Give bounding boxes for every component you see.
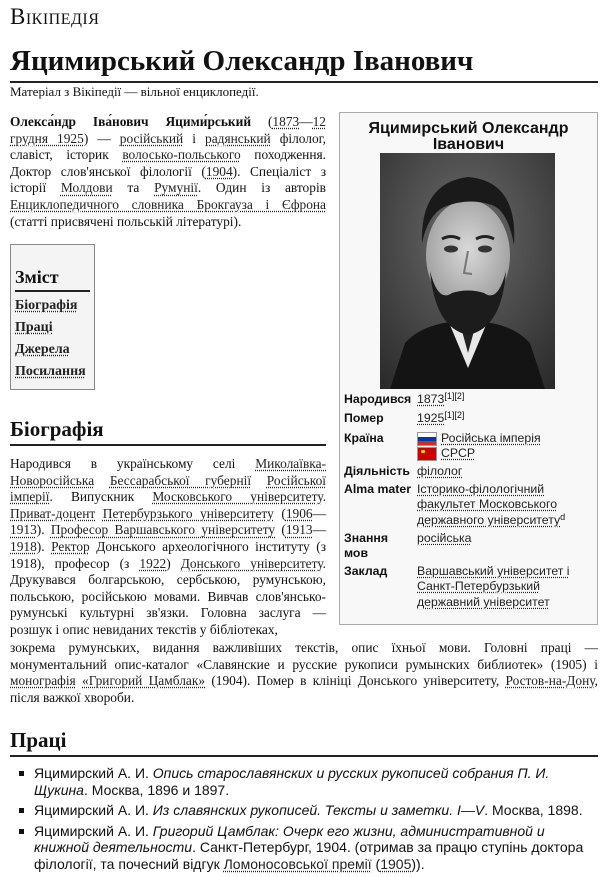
link-birth-year[interactable]: 1873 <box>272 114 300 129</box>
link-soviet[interactable]: радянський <box>205 130 271 146</box>
link-moldova[interactable]: Молдови <box>60 180 113 196</box>
link-1913b[interactable]: 1913 <box>285 522 313 538</box>
infobox-country-russian-empire[interactable]: Російська імперія <box>441 431 541 445</box>
ussr-flag-icon <box>417 447 437 461</box>
infobox-activity[interactable]: філолог <box>417 464 463 478</box>
toc-item-works[interactable]: Праці <box>15 320 53 335</box>
portrait-image <box>380 153 555 389</box>
link-bessarabia[interactable]: Бессарабської губернії <box>109 472 252 488</box>
link-rostov[interactable]: Ростов-на-Дону <box>505 673 595 689</box>
link-petersburg-university[interactable]: Петербурзького університету <box>102 505 274 521</box>
link-lomonosov-prize[interactable]: Ломоносовської премії <box>223 855 372 872</box>
title-divider <box>10 81 598 83</box>
link-russian[interactable]: російський <box>119 130 184 146</box>
infobox: Яцимирський Олександр Іванович Народився 1873[1][2] Помер 1925[1][2] Країна Російська імперія СРСР Діяльність філолог Alma mater Історико-філологічний факультет Московського державного університету$^d$ Знання мов російська Заклад Варшавський університет і Санкт-Петербурзький державний університет <box>339 112 598 625</box>
page-title: Яцимирський Олександр Іванович <box>10 45 474 77</box>
link-village[interactable]: Миколаївка-Новоросійська <box>10 456 326 488</box>
toc-item-links[interactable]: Посилання <box>15 364 86 379</box>
subject-name: Олекса́ндр Іва́нович Яцими́рський <box>10 114 252 129</box>
infobox-died-year[interactable]: 1925 <box>417 411 445 425</box>
list-item: Яцимирский А. И. Опись старославянских и русских рукописей собрания П. И. Щукина. Москва, 1896 и 1897. <box>10 765 598 798</box>
infobox-born-refs[interactable]: [1][2] <box>444 391 465 401</box>
infobox-language[interactable]: російська <box>417 531 472 545</box>
link-1913[interactable]: 1913 <box>10 522 37 538</box>
link-privat-docent[interactable]: Приват-доцент <box>10 505 96 521</box>
link-brockhaus[interactable]: Енциклопедичного словника Брокгауза і Єфрона <box>10 196 326 212</box>
link-romania[interactable]: Румунії <box>154 180 198 196</box>
link-monograph[interactable]: монографія <box>10 673 76 689</box>
portrait-photo[interactable] <box>380 153 555 389</box>
link-1922[interactable]: 1922 <box>139 555 167 571</box>
page-subtitle: Матеріал з Вікіпедії — вільної енциклопедії. <box>10 84 259 99</box>
link-warsaw-professor[interactable]: Професор Варшавського університету <box>50 522 276 538</box>
link-moscow-university[interactable]: Московського університету <box>152 489 323 505</box>
link-1918[interactable]: 1918 <box>10 538 37 554</box>
intro-paragraph: Олекса́ндр Іва́нович Яцими́рський (1873—12 грудня 1925) — російський і радянський філолог, славіст, історик волосько-польського походження. Доктор слов'янської філології (1904). Спеціаліст з історії Молдови та Румунії. Один із авторів Енциклопедичного словника Брокгауза і Єфрона (статті присвячені польській літературі). <box>10 114 327 229</box>
biography-heading: Біографія <box>10 417 326 446</box>
link-1905[interactable]: 1905 <box>380 855 412 872</box>
link-rector[interactable]: Ректор <box>51 538 90 554</box>
list-item: Яцимирский А. И. Григорий Цамблак: Очерк его жизни, административной и книжной деятельности. Санкт-Петербург, 1904. (отримав за працю ступінь доктора філології, та почесний відгук Ломоносовської премії (1905)). <box>10 823 598 873</box>
infobox-title: Яцимирський Олександр Іванович <box>368 120 569 153</box>
infobox-alma-mater[interactable]: Історико-філологічний факультет Московського державного університету <box>417 482 561 527</box>
link-1904[interactable]: 1904 <box>205 163 233 179</box>
infobox-country-ussr[interactable]: СРСР <box>441 446 476 461</box>
link-don-university[interactable]: Донського університету <box>180 555 323 571</box>
list-item: Яцимирский А. И. Из славянских рукописей. Тексты и заметки. I—V. Москва, 1898. <box>10 802 598 819</box>
russian-empire-flag-icon <box>417 432 437 446</box>
link-death-date[interactable]: 12 грудня 1925 <box>10 114 326 146</box>
toc-item-biography[interactable]: Біографія <box>15 298 78 313</box>
link-1906[interactable]: 1906 <box>285 505 313 521</box>
link-tsamblak[interactable]: «Григорий Цамблак» <box>82 673 206 689</box>
table-of-contents <box>10 244 95 390</box>
infobox-died-refs[interactable]: [1][2] <box>444 410 465 420</box>
site-logo-text[interactable]: Вікіпедія <box>10 4 100 29</box>
works-list <box>10 765 598 876</box>
infobox-alma-ref[interactable]: d <box>560 511 566 522</box>
toc-item-sources[interactable]: Джерела <box>15 342 70 357</box>
link-origin[interactable]: волосько-польського <box>122 147 241 163</box>
infobox-employer[interactable]: Варшавський університет і Санкт-Петербурзький державний університет <box>417 564 570 609</box>
link-russian-empire[interactable]: Російської імперії <box>10 472 326 505</box>
works-heading: Праці <box>10 728 598 757</box>
biography-paragraph: Народився в українському селі Миколаївка-Новоросійська Бессарабської губернії Російської імперії. Випускник Московського університету. Приват-доцент Петербурзького університету (1906—1913). Професор Варшавського університету (1913—1918). Ректор Донського археологічного інституту (з 1918), професор (з 1922) Донського університету. Друкувався болгарською, сербською, румунською, польською, російською мовами. Вивчав слов'янсько-румунські культурні зв'язки. Головна заслуга — розшук і опис невиданих текстів у бібліотеках, <box>10 456 327 637</box>
biography-paragraph-continued: зокрема румунських, видання важливіших текстів, опис їхньої мови. Головні праці — монументальний опис-каталог «Славянские и русские рукописи румынских библиотек» (1905) і монографія «Григорий Цамблак» (1904). Помер в клініці Донського університету, Ростов-на-Дону, після важкої хвороби. <box>10 640 598 705</box>
infobox-born-year[interactable]: 1873 <box>417 392 445 406</box>
toc-title: Зміст <box>15 267 90 292</box>
